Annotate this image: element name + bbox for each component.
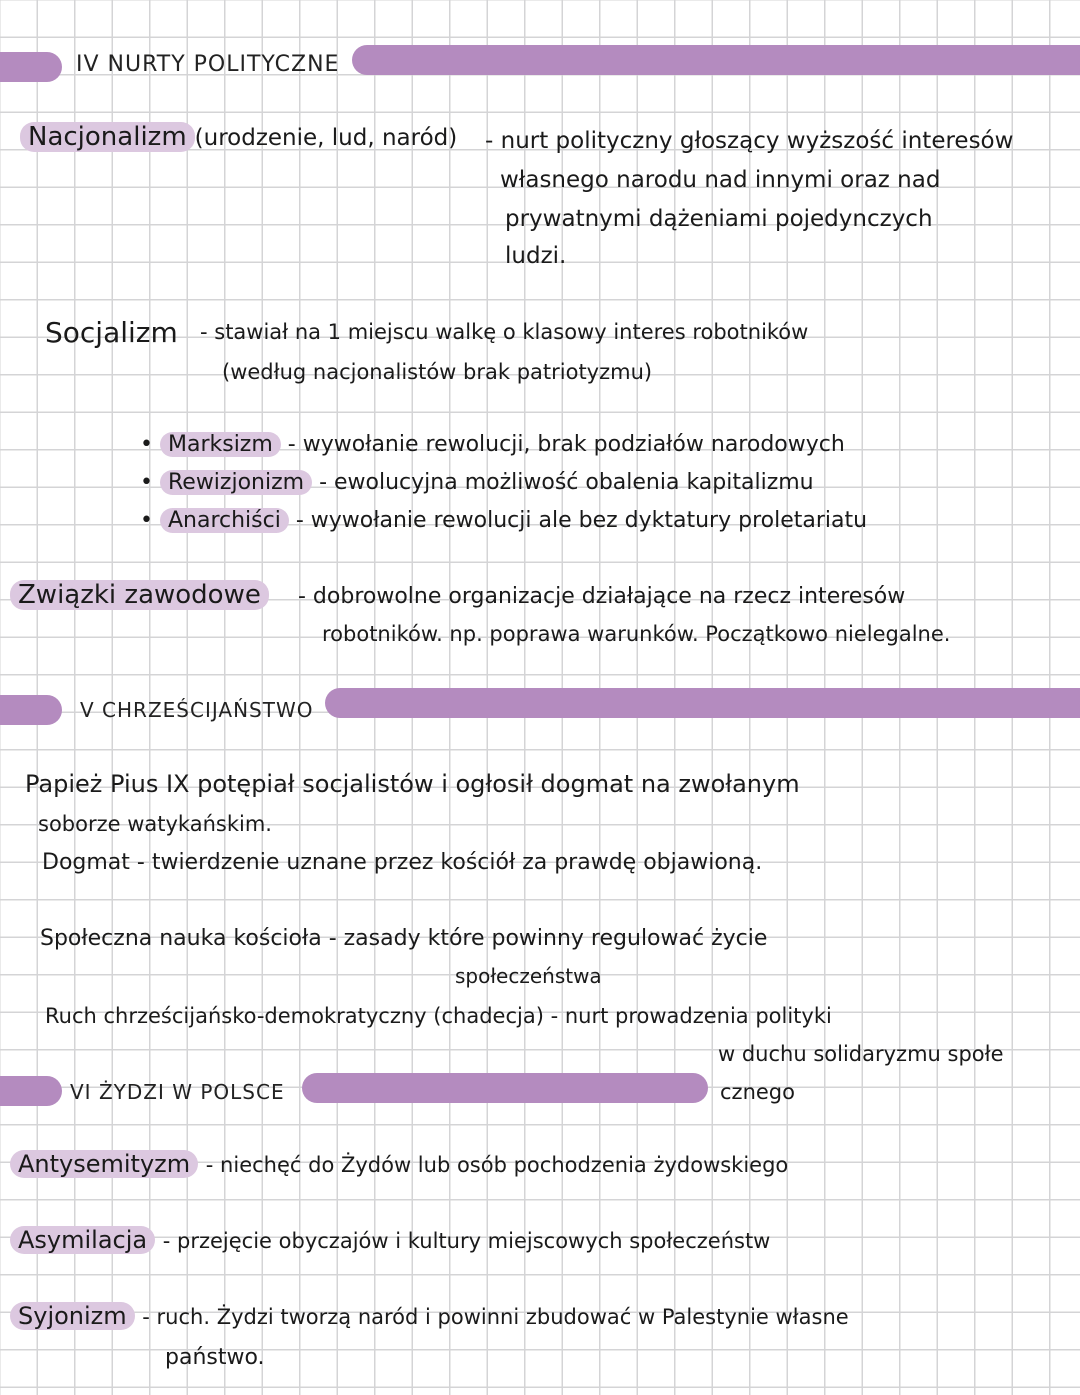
def-nacjonalizm-2: własnego narodu nad innymi oraz nad [500,167,941,193]
term-socjalizm: Socjalizm [45,316,178,349]
def-nacjonalizm-4: ludzi. [505,243,567,269]
term-antysemityzm: Antysemityzm - niechęć do Żydów lub osób pochodzenia żydowskiego [10,1150,788,1178]
def-zwiazki-1: - dobrowolne organizacje działające na rzecz interesów [298,584,906,609]
def-socjalizm-2: (według nacjonalistów brak patriotyzmu) [222,360,653,384]
section-bar-right [352,45,1080,75]
ruch-line-1: Ruch chrześcijańsko-demokratyczny (chadecja) - nurt prowadzenia polityki [45,1004,832,1028]
term-asymilacja: Asymilacja - przejęcie obyczajów i kultury miejscowych społeczeństw [10,1226,770,1254]
section-title: V CHRZEŚCIJAŃSTWO [80,698,314,722]
section-bar-left [0,695,62,725]
term-nacjonalizm: Nacjonalizm (urodzenie, lud, naród) [20,122,457,152]
syjonizm-cont: państwo. [165,1345,265,1370]
papiez-line-1: Papież Pius IX potępiał socjalistów i ogłosił dogmat na zwołanym [25,770,800,798]
ruch-line-2: w duchu solidaryzmu społe [718,1042,1004,1066]
def-socjalizm-1: - stawiał na 1 miejscu walkę o klasowy interes robotników [200,320,809,344]
bullet-rewizjonizm: • Rewizjonizm - ewolucyjna możliwość obalenia kapitalizmu [140,470,814,495]
section-bar-right [325,688,1080,718]
term-syjonizm: Syjonizm - ruch. Żydzi tworzą naród i powinni zbudować w Palestynie własne [10,1302,849,1330]
def-nacjonalizm-1: - nurt polityczny głoszący wyższość interesów [485,128,1014,154]
def-nacjonalizm-3: prywatnymi dążeniami pojedynczych [505,206,933,232]
section-bar-left [0,52,62,82]
dogmat-def: Dogmat - twierdzenie uznane przez kościół za prawdę objawioną. [42,850,763,875]
section-bar-mid [302,1073,708,1103]
bullet-anarchisci: • Anarchiści - wywołanie rewolucji ale bez dyktatury proletariatu [140,508,868,533]
section-bar-left [0,1076,62,1106]
def-zwiazki-2: robotników. np. poprawa warunków. Początkowo nielegalne. [322,622,951,646]
term-zwiazki: Związki zawodowe [10,580,269,610]
nauka-line-2: społeczeństwa [455,964,602,988]
section-title: VI ŻYDZI W POLSCE [70,1080,285,1104]
bullet-marksizm: • Marksizm - wywołanie rewolucji, brak podziałów narodowych [140,432,845,457]
ruch-line-3: cznego [720,1080,795,1104]
papiez-line-2: soborze watykańskim. [38,812,272,836]
nauka-line-1: Społeczna nauka kościoła - zasady które powinny regulować życie [40,926,768,951]
section-title: IV NURTY POLITYCZNE [76,52,340,77]
